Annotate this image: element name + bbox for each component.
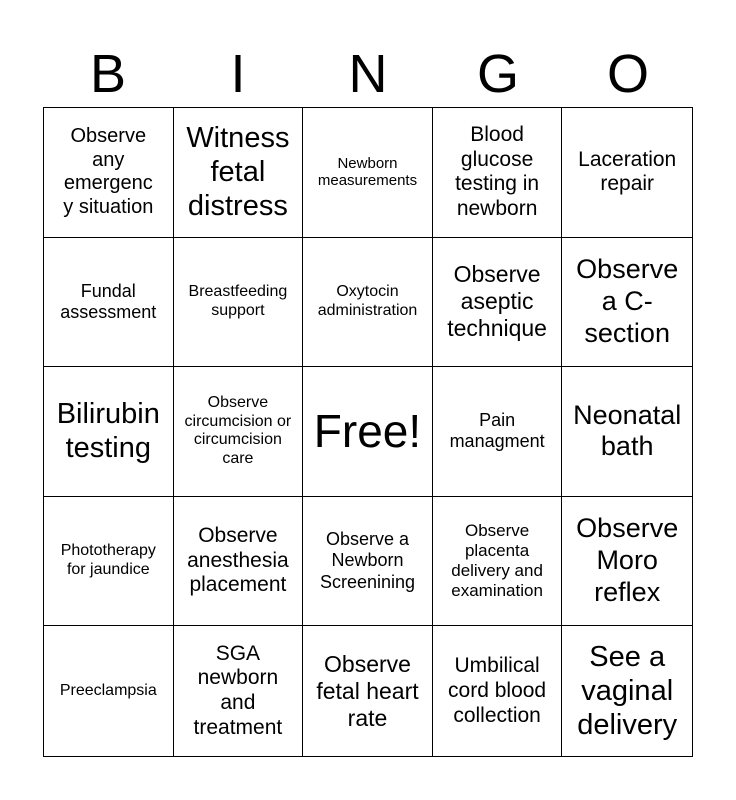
- cell-label: Observe placenta delivery and examination: [451, 521, 543, 601]
- cell-label: Witness fetal distress: [186, 121, 290, 223]
- cell-label: Pain managment: [449, 410, 545, 452]
- free-space-label: Free!: [313, 405, 422, 458]
- bingo-cell-r4-c2[interactable]: [174, 497, 304, 627]
- cell-label: Preeclampsia: [59, 681, 157, 699]
- cell-label: SGA newborn and treatment: [193, 641, 283, 739]
- cell-label: Observe anesthesia placement: [187, 523, 289, 597]
- cell-label: Observe aseptic technique: [447, 261, 547, 342]
- cell-label: Observe circumcision or circumcision care: [184, 393, 292, 468]
- bingo-cell-r3-c3[interactable]: [303, 367, 433, 497]
- cell-label: Observe fetal heart rate: [316, 650, 419, 731]
- cell-label: See a vaginal delivery: [577, 640, 678, 742]
- bingo-cell-r4-c1[interactable]: [44, 497, 174, 627]
- bingo-cell-r5-c2[interactable]: [174, 626, 304, 756]
- cell-label: Observe a Newborn Screenining: [319, 529, 416, 592]
- bingo-board: [43, 107, 693, 757]
- bingo-cell-r2-c3[interactable]: [303, 238, 433, 368]
- bingo-cell-r5-c5[interactable]: [562, 626, 692, 756]
- cell-label: Observe a C-section: [576, 254, 679, 348]
- bingo-cell-r1-c2[interactable]: [174, 108, 304, 238]
- bingo-cell-r4-c3[interactable]: [303, 497, 433, 627]
- cell-label: Blood glucose testing in newborn: [455, 122, 540, 221]
- bingo-cell-r5-c4[interactable]: [433, 626, 563, 756]
- cell-label: Phototherapy for jaundice: [60, 542, 156, 579]
- cell-label: Laceration repair: [578, 147, 677, 196]
- bingo-cell-r5-c3[interactable]: [303, 626, 433, 756]
- bingo-cell-r1-c1[interactable]: [44, 108, 174, 238]
- bingo-cell-r1-c4[interactable]: [433, 108, 563, 238]
- cell-label: Breastfeeding support: [188, 283, 288, 319]
- bingo-cell-r4-c5[interactable]: [562, 497, 692, 627]
- cell-label: Newborn measurements: [317, 154, 418, 190]
- header-letter-g: G: [476, 44, 519, 104]
- cell-label: Observe Moro reflex: [576, 513, 679, 608]
- cell-label: Fundal assessment: [60, 280, 157, 322]
- bingo-cell-r1-c5[interactable]: [562, 108, 692, 238]
- cell-label: Bilirubin testing: [56, 398, 160, 465]
- header-letter-b: B: [89, 44, 127, 104]
- bingo-cell-r3-c5[interactable]: [562, 367, 692, 497]
- cell-label: Observe any emergency situation: [63, 125, 154, 218]
- header-letter-i: I: [230, 44, 246, 104]
- bingo-header: [43, 40, 693, 108]
- bingo-cell-r4-c4[interactable]: [433, 497, 563, 627]
- header-letter-o: O: [606, 44, 649, 104]
- cell-label: Oxytocin administration: [317, 283, 418, 319]
- bingo-cell-r3-c4[interactable]: [433, 367, 563, 497]
- cell-label: Umbilical cord blood collection: [448, 654, 547, 727]
- bingo-cell-r2-c2[interactable]: [174, 238, 304, 368]
- bingo-cell-r3-c2[interactable]: [174, 367, 304, 497]
- bingo-cell-r2-c1[interactable]: [44, 238, 174, 368]
- bingo-cell-r1-c3[interactable]: [303, 108, 433, 238]
- bingo-cell-r5-c1[interactable]: [44, 626, 174, 756]
- bingo-cell-r2-c5[interactable]: [562, 238, 692, 368]
- bingo-cell-r3-c1[interactable]: [44, 367, 174, 497]
- cell-label: Neonatal bath: [573, 399, 682, 462]
- bingo-cell-r2-c4[interactable]: [433, 238, 563, 368]
- header-letter-n: N: [348, 44, 388, 104]
